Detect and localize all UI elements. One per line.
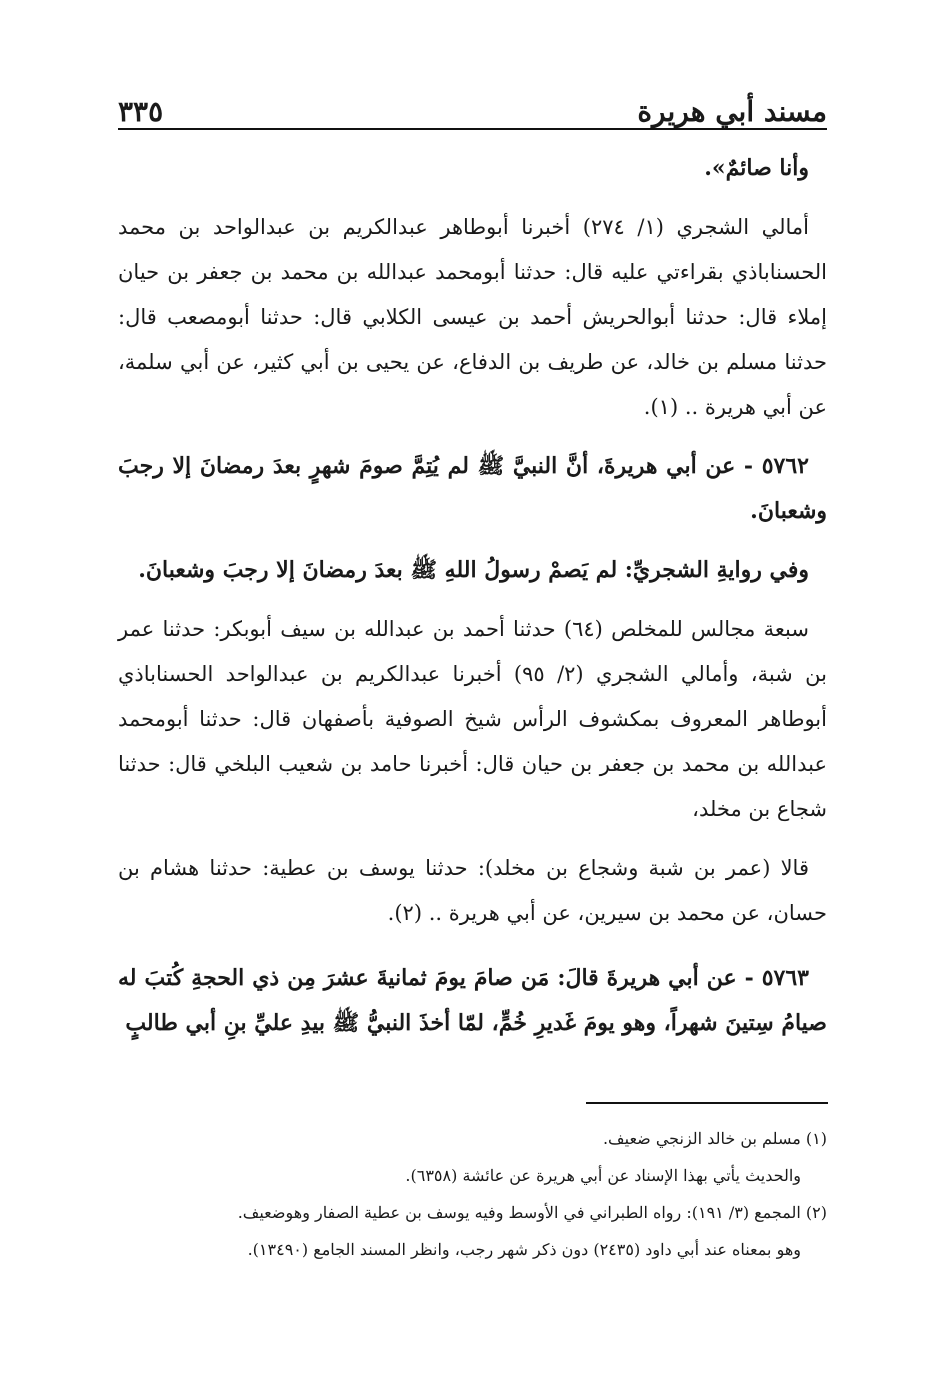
source-paragraph: سبعة مجالس للمخلص (٦٤) حدثنا أحمد بن عبدالله بن سيف أبوبكر: حدثنا عمر بن شبة، وأمالي الشجري (٢/ ٩٥) أخبرنا عبدالكريم بن عبدالواحد الحسناباذي أبوطاهر المعروف بمكشوف الرأس شيخ الصوفية بأصفهان قال: حدثنا أبومحمد عبدالله بن محمد بن جعفر بن حيان قال: أخبرنا حامد بن شعيب البلخي قال: حدثنا شجاع بن مخلد، xyxy=(118,617,827,821)
footnote-1-continued: والحديث يأتي بهذا الإسناد عن أبي هريرة عن عائشة (٦٣٥٨). xyxy=(405,1166,801,1185)
shajari-narration: وفي روايةِ الشجريِّ: لم يَصمْ رسولُ اللهِ ﷺ بعدَ رمضانَ إلا رجبَ وشعبانَ. xyxy=(138,557,809,583)
footnote-rule xyxy=(586,1102,828,1104)
hadith-5762: ٥٧٦٢ - عن أبي هريرةَ، أنَّ النبيَّ ﷺ لم يُتِمَّ صومَ شهرٍ بعدَ رمضانَ إلا رجبَ وشعبانَ. xyxy=(118,453,827,524)
header-rule xyxy=(118,128,827,130)
page-number: ٣٣٥ xyxy=(118,95,164,128)
hadith-5763: ٥٧٦٣ - عن أبي هريرةَ قالَ: مَن صامَ يومَ ثمانيةَ عشرَ مِن ذي الحجةِ كُتبَ له صيامُ سِتينَ شهراً، وهو يومَ غَديرِ خُمٍّ، لمّا أخذَ النبيُّ ﷺ بيدِ عليِّ بنِ أبي طالبٍ xyxy=(118,965,827,1036)
hadith-ending: وأنا صائمٌ». xyxy=(704,155,809,181)
footnote-2-continued: وهو بمعناه عند أبي داود (٢٤٣٥) دون ذكر شهر رجب، وانظر المسند الجامع (١٣٤٩٠). xyxy=(247,1240,801,1259)
footnotes xyxy=(118,1120,827,1268)
isnad-paragraph: أمالي الشجري (١/ ٢٧٤) أخبرنا أبوطاهر عبدالكريم بن عبدالواحد بن محمد الحسناباذي بقراءتي عليه قال: حدثنا أبومحمد عبدالله بن محمد بن جعفر بن حيان إملاء قال: حدثنا أبوالحريش أحمد بن عيسى الكلابي قال: حدثنا أبومصعب قال: حدثنا مسلم بن خالد، عن طريف بن الدفاع، عن يحيى بن أبي كثير، عن أبي سلمة، عن أبي هريرة .. (١). xyxy=(118,215,827,419)
book-title: مسند أبي هريرة xyxy=(637,95,827,128)
main-text xyxy=(118,146,827,1060)
footnote-1: (١) مسلم بن خالد الزنجي ضعيف. xyxy=(602,1129,827,1148)
footnote-2: (٢) المجمع (٣/ ١٩١): رواه الطبراني في الأوسط وفيه يوسف بن عطية الصفار وهوضعيف. xyxy=(237,1203,827,1222)
source-paragraph-continued: قالا (عمر بن شبة وشجاع بن مخلد): حدثنا يوسف بن عطية: حدثنا هشام بن حسان، عن محمد بن سيرين، عن أبي هريرة .. (٢). xyxy=(118,856,827,925)
running-header xyxy=(118,82,827,126)
